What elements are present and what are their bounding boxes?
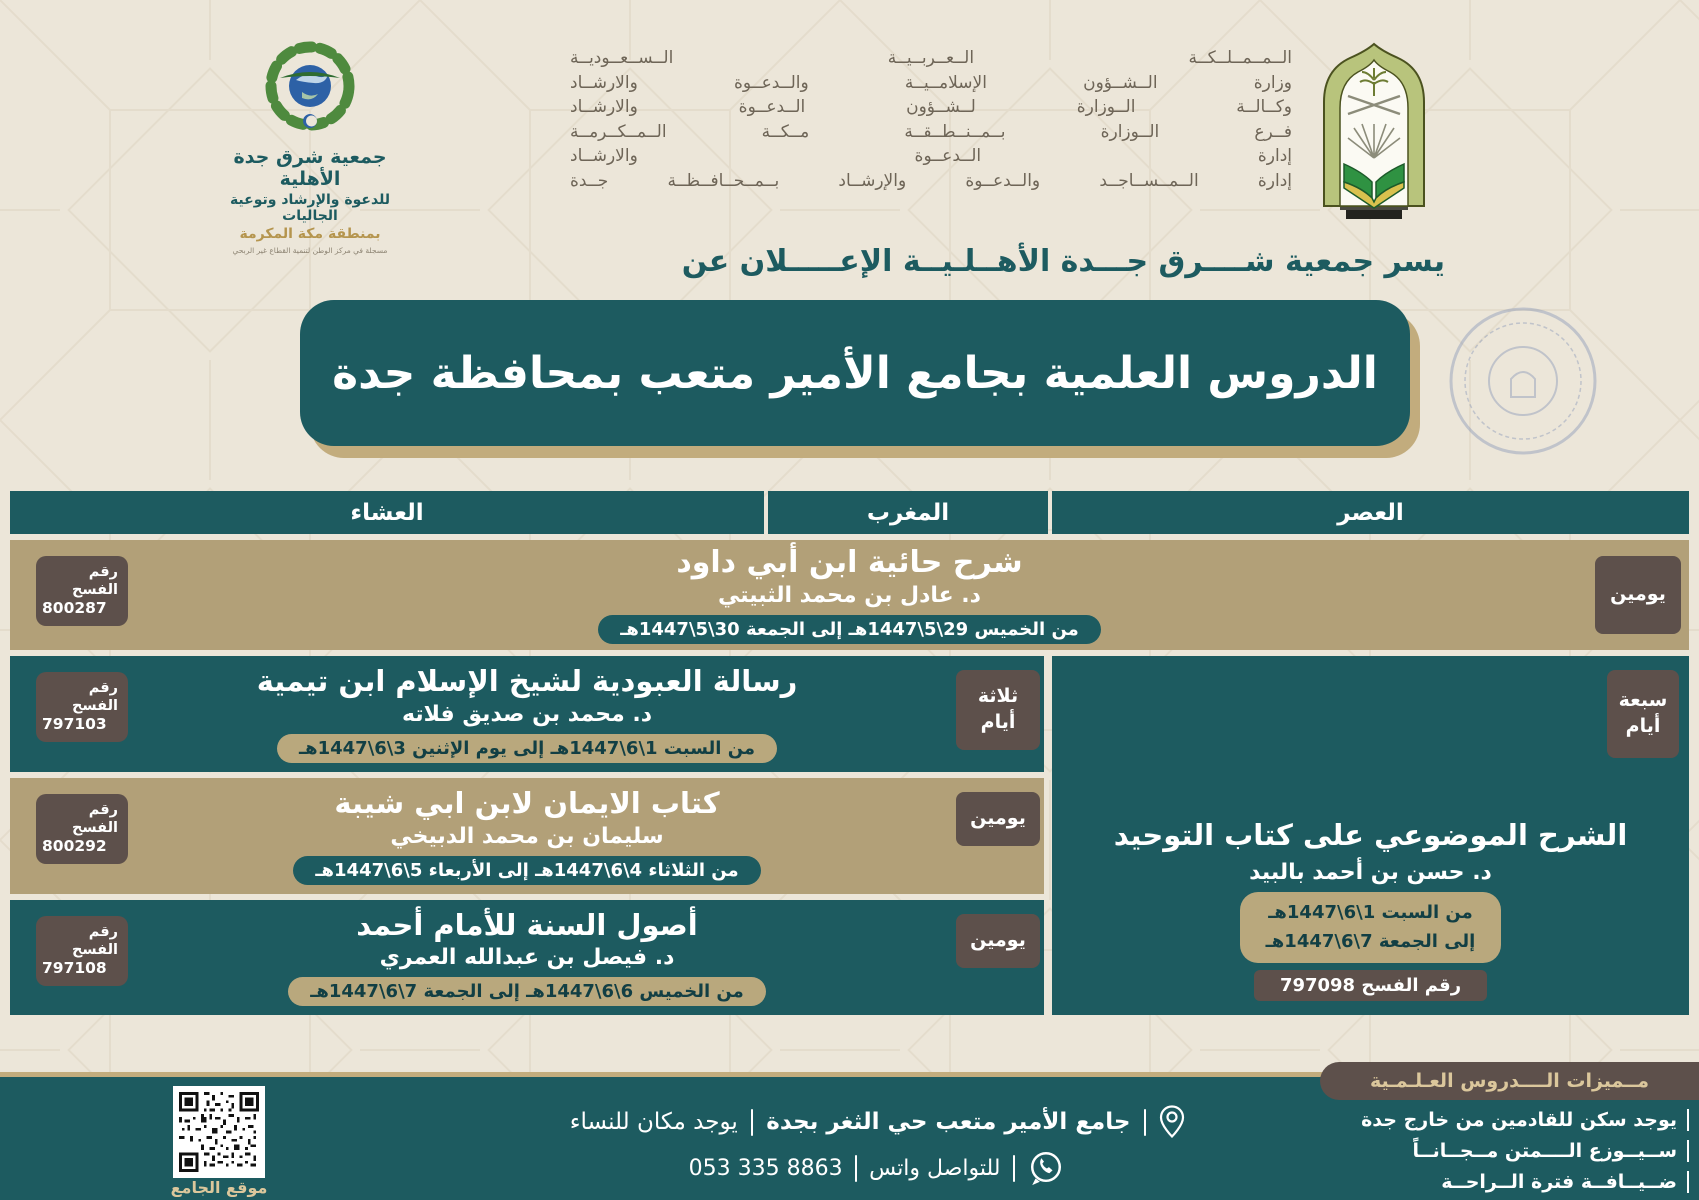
whatsapp-contact-row bbox=[689, 1148, 1065, 1188]
announcement-line: يسر جمعية شــــرق جـــدة الأهــلـيــة الإعـــــلان عن bbox=[681, 244, 1445, 279]
column-header-maghrib: المغرب bbox=[768, 491, 1048, 534]
separator-bar bbox=[1144, 1109, 1147, 1136]
duration-badge: ثلاثة أيام bbox=[956, 670, 1040, 750]
lesson-dates: من الخميس 6\6\1447هـ إلى الجمعة 7\6\1447هـ bbox=[288, 977, 766, 1006]
women-section-note: يوجد مكان للنساء bbox=[569, 1109, 738, 1135]
duration-badge: يومين bbox=[956, 914, 1040, 968]
mosque-name: جامع الأمير متعب حي الثغر بجدة bbox=[766, 1109, 1131, 1135]
duration-badge: يومين bbox=[956, 792, 1040, 846]
bullet-bar bbox=[1687, 1109, 1689, 1131]
ministry-emblem-icon bbox=[1310, 40, 1438, 222]
org-line-ministry: وزارة الــشــؤون الإسلامــيــة والــدعــوة والارشــاد bbox=[570, 72, 1292, 93]
duration-badge: سبعة أيام bbox=[1607, 670, 1679, 758]
whatsapp-icon bbox=[1027, 1148, 1065, 1188]
lesson-title: رسالة العبودية لشيخ الإسلام ابن تيمية bbox=[256, 664, 798, 699]
date-to: إلى الجمعة 7\6\1447هـ bbox=[1265, 931, 1476, 953]
lesson-title: أصول السنة للأمام أحمد bbox=[356, 907, 698, 942]
feature-text: ســيــوزع الــــمتن مــجــانــاً bbox=[1412, 1139, 1677, 1162]
location-pin-icon bbox=[1159, 1105, 1185, 1139]
permit-number: 800287 bbox=[42, 599, 107, 618]
seal-stamp-icon bbox=[1447, 305, 1599, 457]
permit-number-badge: رقم الفسح 797098 bbox=[1254, 970, 1487, 1001]
qr-code-icon bbox=[179, 1092, 259, 1172]
lesson-row-3 bbox=[10, 778, 1044, 894]
lesson-title: شرح حائية ابن أبي داود bbox=[676, 544, 1023, 580]
bullet-bar bbox=[1687, 1140, 1689, 1162]
bullet-bar bbox=[1687, 1171, 1689, 1193]
feature-item bbox=[1361, 1104, 1689, 1135]
title-banner bbox=[300, 300, 1410, 446]
features-title: مــميزات الــــدروس العـلـمـية bbox=[1320, 1062, 1699, 1100]
ministry-hierarchy-text bbox=[570, 46, 1292, 193]
permit-number: 800292 bbox=[42, 837, 107, 856]
separator-bar bbox=[855, 1155, 858, 1182]
permit-number-badge bbox=[36, 556, 128, 626]
feature-item bbox=[1361, 1166, 1689, 1197]
location-row bbox=[570, 1102, 1185, 1142]
association-logo bbox=[200, 36, 420, 255]
features-list bbox=[1361, 1104, 1689, 1197]
org-line-kingdom: الــمــمــلــكــة الــعــربــيــة الــســعــوديــة bbox=[570, 48, 1292, 68]
association-emblem-icon bbox=[254, 36, 366, 142]
mosque-location-qr-code bbox=[173, 1086, 265, 1178]
permit-number-badge bbox=[36, 672, 128, 742]
association-region: بمنطقة مكة المكرمة bbox=[239, 226, 381, 242]
permit-word: الفسح bbox=[71, 698, 118, 715]
qr-label: موقع الجامع bbox=[170, 1178, 268, 1197]
lesson-dates bbox=[1240, 892, 1502, 963]
duration-badge: يومين bbox=[1595, 556, 1681, 634]
separator-bar bbox=[751, 1109, 754, 1136]
lesson-dates: من السبت 1\6\1447هـ إلى يوم الإثنين 3\6\1447هـ bbox=[277, 734, 777, 763]
permit-word: رقم bbox=[88, 564, 118, 580]
permit-word: رقم bbox=[88, 924, 118, 940]
permit-number: 797103 bbox=[42, 715, 107, 734]
lesson-dates: من الثلاثاء 4\6\1447هـ إلى الأربعاء 5\6\1447هـ bbox=[293, 856, 760, 885]
permit-word: الفسح bbox=[71, 582, 118, 599]
permit-word: الفسح bbox=[71, 942, 118, 959]
permit-word: رقم bbox=[88, 680, 118, 696]
lesson-dates: من الخميس 29\5\1447هـ إلى الجمعة 30\5\1447هـ bbox=[598, 615, 1101, 644]
lesson-title: كتاب الايمان لابن ابي شيبة bbox=[334, 786, 720, 821]
page-title: الدروس العلمية بجامع الأمير متعب بمحافظة جدة bbox=[332, 347, 1378, 399]
lesson-teacher: د. فيصل بن عبدالله العمري bbox=[379, 945, 675, 971]
feature-item bbox=[1361, 1135, 1689, 1166]
permit-word: رقم bbox=[88, 802, 118, 818]
permit-number-badge bbox=[36, 794, 128, 864]
feature-text: ضــيــافــة فترة الــراحــة bbox=[1441, 1170, 1677, 1193]
org-line-mosques-dept: إدارة الــمــســاجــد والــدعــوة والإرشــاد بــمــحــافــظــة جــدة bbox=[570, 170, 1292, 191]
lesson-teacher: د. محمد بن صديق فلاته bbox=[401, 701, 653, 727]
lesson-teacher: د. حسن بن أحمد بالبيد bbox=[1249, 859, 1492, 885]
permit-word: الفسح bbox=[71, 820, 118, 837]
org-line-dawah-dept: إدارة الــدعــوة والارشــاد bbox=[570, 146, 1292, 166]
org-line-agency: وكــالــة الــوزارة لــشــؤون الــدعــوة والارشــاد bbox=[570, 97, 1292, 117]
permit-number-badge bbox=[36, 916, 128, 986]
permit-number: 797108 bbox=[42, 959, 107, 978]
column-header-isha: العشاء bbox=[10, 491, 764, 534]
lesson-cell-asr bbox=[1052, 656, 1689, 1015]
lesson-row-1 bbox=[10, 540, 1689, 650]
date-from: من السبت 1\6\1447هـ bbox=[1268, 901, 1473, 923]
org-line-branch: فــرع الــوزارة بــمــنــطــقــة مــكــة الــمــكــرمــة bbox=[570, 121, 1292, 142]
lesson-teacher: سليمان بن محمد الدبيخي bbox=[390, 823, 664, 849]
lesson-row-2 bbox=[10, 656, 1044, 772]
feature-text: يوجد سكن للقادمين من خارج جدة bbox=[1361, 1108, 1677, 1131]
column-header-asr: العصر bbox=[1052, 491, 1689, 534]
association-name: جمعية شرق جدة الأهلية bbox=[233, 146, 387, 190]
lesson-title: الشرح الموضوعي على كتاب التوحيد bbox=[1113, 818, 1628, 853]
separator-bar bbox=[1013, 1155, 1016, 1182]
lesson-row-4 bbox=[10, 900, 1044, 1015]
lesson-teacher: د. عادل بن محمد الثبيتي bbox=[718, 583, 981, 609]
phone-number: 053 335 8863 bbox=[688, 1155, 843, 1181]
association-registration-note: مسجلة في مركز الوطن لتنمية القطاع غير الربحي bbox=[232, 246, 388, 255]
association-subtitle: للدعوة والإرشاد وتوعية الجاليات bbox=[229, 192, 391, 224]
whatsapp-label: للتواصل واتس bbox=[869, 1155, 1001, 1181]
